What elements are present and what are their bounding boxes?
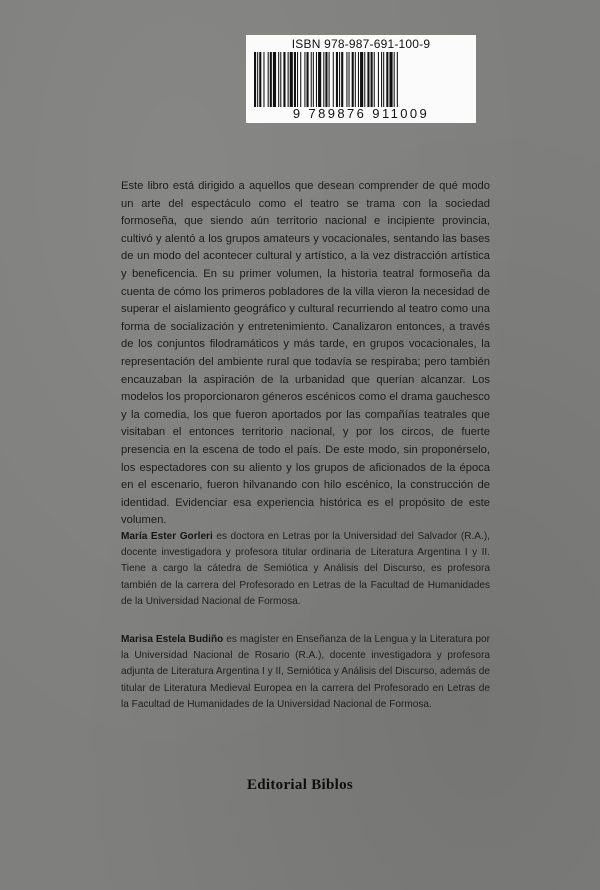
barcode-digits: 9 789876 911009 (292, 106, 430, 121)
isbn-text: ISBN 978-987-691-100-9 (291, 37, 431, 51)
author-name-2: Marisa Estela Budiño (121, 634, 224, 645)
book-synopsis: Este libro está dirigido a aquellos que desean comprender de qué modo un arte del espectáculo como el teatro se trama con la sociedad formoseña, que siendo aún territorio nacional e incipiente provincia, cultivó y alentó a los grupos amateurs y vocacionales, sentando las bases de un modo del acontecer cultural y artístico, a la vez distracción artística y beneficencia. En su primer volumen, la historia teatral formoseña da cuenta de cómo los primeros pobladores de la villa vieron la necesidad de superar el aislamiento geográfico y cultural recurriendo al teatro como una forma de socialización y entretenimiento. Canalizaron entonces, a través de los conjuntos filodramáticos y más tarde, en grupos vocacionales, la representación del ambiente rural que todavía se respiraba; pero también encauzaban la aspiración de la urbanidad que querían alcanzar. Los modelos los proporcionaron géneros escénicos como el drama gauchesco y la comedia, los que fueron aportados por las compañías teatrales que visitaban el entonces territorio nacional, y por los circos, de fuerte presencia en la escena de todo el país. De este modo, sin proponérselo, los espectadores con su aliento y los grupos de aficionados de la época en el escenario, fueron hilvanando con hilo escénico, la construcción de identidad. Evidenciar esa experiencia histórica es el propósito de este volumen. (121, 180, 490, 527)
author-name-1: María Ester Gorleri (121, 531, 213, 542)
author-bio-1 (121, 529, 490, 610)
author-bio-2 (121, 632, 490, 713)
author-bio-text-1: es doctora en Letras por la Universidad del Salvador (R.A.), docente investigadora y profesora titular ordinaria de Literatura Argentina I y II. Tiene a cargo la cátedra de Semiótica y Análisis del Discurso, es profesora también de la carrera del Profesorado en Letras de la Facultad de Humanidades de la Universidad Nacional de Formosa. (121, 531, 490, 607)
publisher-logo: Editorial Biblos (246, 777, 354, 793)
barcode-label (246, 35, 476, 123)
barcode-bars (252, 52, 470, 107)
author-bio-text-2: es magíster en Enseñanza de la Lengua y la Literatura por la Universidad Nacional de Rosario (R.A.), docente investigadora y profesora adjunta de Literatura Argentina I y II, Semiótica y Análisis del Discurso, además de titular de Literatura Medieval Europea en la carrera del Profesorado en Letras de la Facultad de Humanidades de la Universidad Nacional de Formosa. (121, 634, 490, 710)
